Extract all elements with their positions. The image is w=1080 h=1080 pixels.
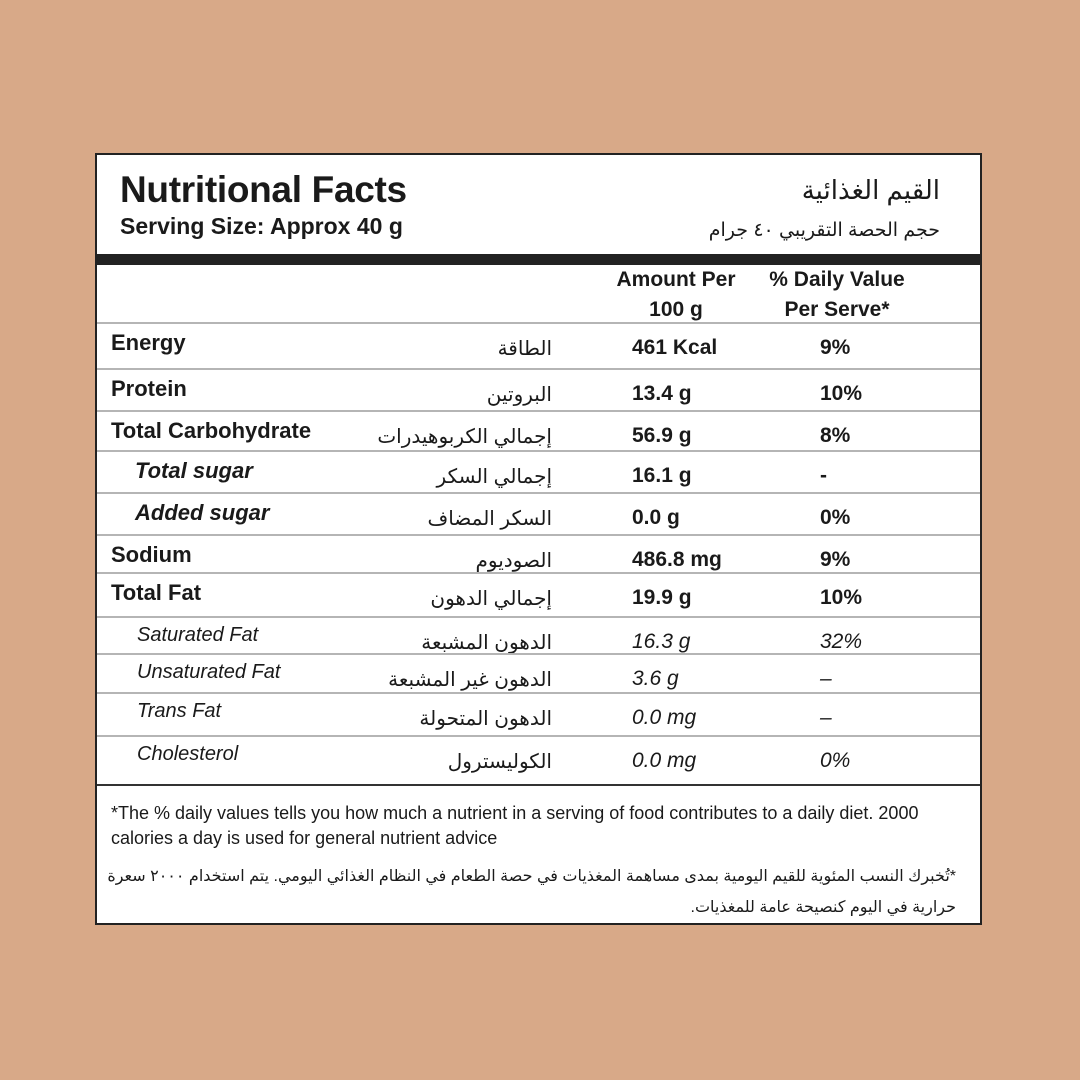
- nutrient-daily-value: –: [820, 667, 832, 690]
- nutrient-daily-value: 0%: [820, 506, 851, 529]
- nutrient-amount: 16.1 g: [632, 464, 692, 487]
- nutrient-name: Unsaturated Fat: [137, 661, 281, 683]
- nutrient-name-arabic: إجمالي الدهون: [430, 588, 552, 610]
- amount-header-line2: 100 g: [649, 298, 703, 321]
- nutrient-amount: 486.8 mg: [632, 548, 722, 571]
- nutrient-name: Added sugar: [135, 500, 270, 525]
- nutrient-name: Protein: [111, 376, 187, 401]
- nutrition-facts-panel: [95, 153, 982, 925]
- nutrient-name: Total Carbohydrate: [111, 418, 312, 443]
- nutrient-daily-value: –: [820, 706, 832, 729]
- nutrient-amount: 0.0 mg: [632, 749, 697, 772]
- nutrient-daily-value: 32%: [820, 630, 863, 653]
- nutrient-daily-value: 8%: [820, 424, 851, 447]
- table-row: [97, 450, 980, 492]
- table-row: [97, 322, 980, 368]
- nutrient-daily-value: 9%: [820, 336, 851, 359]
- nutrient-name: Cholesterol: [137, 743, 239, 765]
- footnote-arabic: *تُخبرك النسب المئوية للقيم اليومية بمدى مساهمة المغذيات في حصة الطعام في النظام الغذائي اليومي. يتم استخدام ٢٠٠٠ سعرة حرارية في اليوم كنصيحة عامة للمغذيات.: [107, 868, 956, 916]
- table-row: [97, 616, 980, 653]
- nutrient-amount: 16.3 g: [632, 630, 691, 653]
- footnote-english: *The % daily values tells you how much a nutrient in a serving of food contributes to a daily diet. 2000 calories a day is used for general nutrient advice: [111, 803, 919, 848]
- nutrient-name-arabic: الدهون المتحولة: [419, 708, 552, 730]
- amount-header-line1: Amount Per: [616, 268, 736, 291]
- nutrient-amount: 13.4 g: [632, 382, 692, 405]
- footnote-divider: [97, 784, 980, 786]
- table-row: [97, 572, 980, 616]
- table-row: [97, 692, 980, 735]
- nutrient-daily-value: 0%: [820, 749, 851, 772]
- nutrient-daily-value: -: [820, 464, 827, 487]
- nutrient-name-arabic: إجمالي الكربوهيدرات: [377, 426, 552, 448]
- nutrient-name: Total Fat: [111, 580, 202, 605]
- title-english: Nutritional Facts: [120, 169, 407, 210]
- amount-column-header: [597, 265, 755, 325]
- serving-size-english: Serving Size: Approx 40 g: [120, 213, 403, 239]
- nutrient-name-arabic: الكوليسترول: [447, 751, 552, 773]
- daily-header-line1: % Daily Value: [769, 268, 905, 291]
- title-arabic: القيم الغذائية: [801, 175, 940, 205]
- nutrient-daily-value: 10%: [820, 382, 863, 405]
- nutrient-name-arabic: البروتين: [486, 384, 552, 406]
- nutrient-name: Trans Fat: [137, 700, 222, 722]
- nutrient-name-arabic: السكر المضاف: [427, 508, 552, 530]
- nutrient-amount: 0.0 g: [632, 506, 680, 529]
- nutrient-name-arabic: الطاقة: [497, 338, 552, 360]
- nutrient-amount: 56.9 g: [632, 424, 692, 447]
- nutrient-amount: 0.0 mg: [632, 706, 697, 729]
- nutrient-name: Saturated Fat: [137, 624, 259, 646]
- header-divider: [97, 254, 980, 265]
- nutrient-daily-value: 10%: [820, 586, 863, 609]
- nutrient-daily-value: 9%: [820, 548, 851, 571]
- nutrient-amount: 19.9 g: [632, 586, 692, 609]
- nutrient-amount: 461 Kcal: [632, 336, 718, 359]
- table-row: [97, 735, 980, 784]
- table-row: [97, 368, 980, 410]
- table-row: [97, 410, 980, 450]
- nutrient-name: Sodium: [111, 542, 192, 567]
- daily-header-line2: Per Serve*: [784, 298, 890, 321]
- nutrient-amount: 3.6 g: [632, 667, 679, 690]
- daily-value-column-header: [757, 265, 917, 325]
- table-row: [97, 534, 980, 572]
- nutrient-name-arabic: الدهون غير المشبعة: [388, 669, 552, 691]
- nutrient-table: [97, 322, 980, 784]
- serving-size-arabic: حجم الحصة التقريبي ٤٠ جرام: [708, 220, 940, 241]
- table-row: [97, 653, 980, 692]
- table-row: [97, 492, 980, 534]
- nutrient-name-arabic: إجمالي السكر: [436, 466, 552, 488]
- nutrient-name: Energy: [111, 330, 186, 355]
- nutrient-name-arabic: الصوديوم: [475, 550, 552, 572]
- nutrient-name: Total sugar: [135, 458, 253, 483]
- nutrient-name-arabic: الدهون المشبعة: [421, 632, 552, 654]
